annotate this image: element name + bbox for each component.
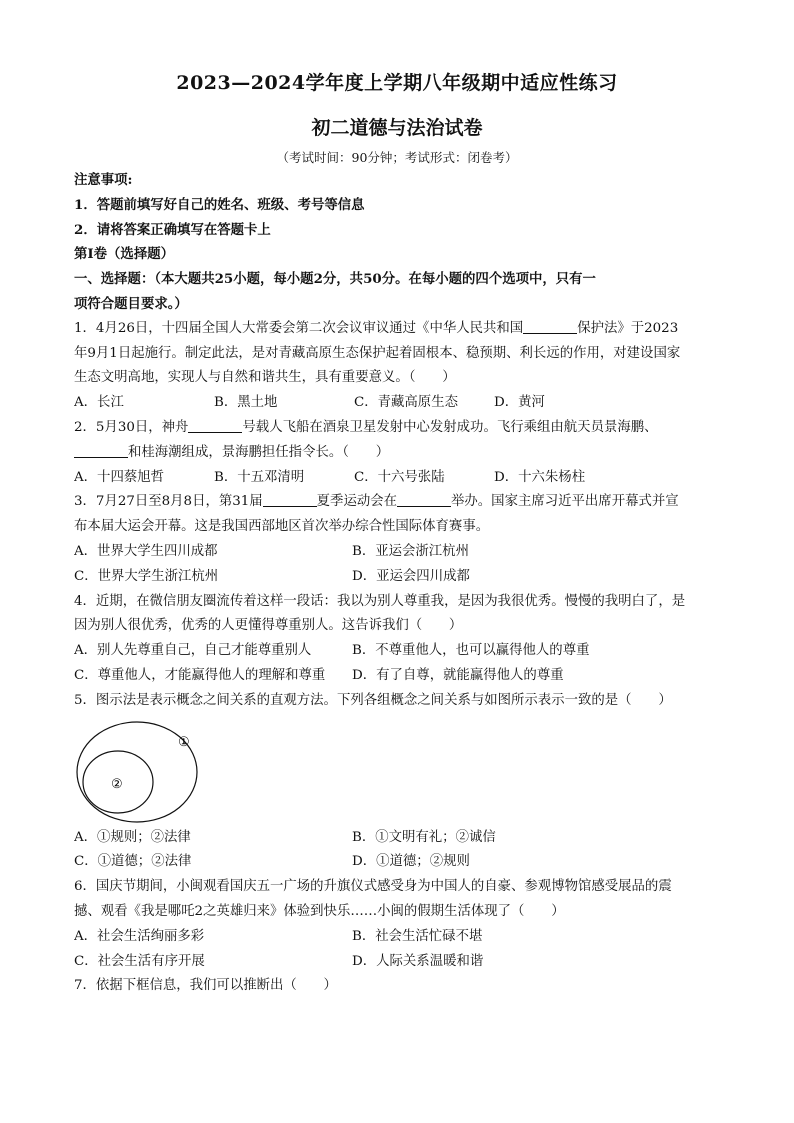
q1-text-a: 1．4月26日，十四届全国人大常委会第二次会议审议通过《中华人民共和国 [74,320,524,336]
q2-text-a: 2．5月30日，神舟 [74,419,189,435]
q1-line-3: 生态文明高地，实现人与自然和谐共生，具有重要意义。（ ） [74,370,456,386]
q6-line-1: 6．国庆节期间，小闽观看国庆五一广场的升旗仪式感受身为中国人的自豪、参观博物馆感受展品的震 [74,879,672,895]
notes-item-2: 2．请将答案正确填写在答题卡上 [74,221,271,238]
section-label: 第Ⅰ卷（选择题） [74,246,174,263]
q5-venn-diagram [74,714,724,826]
q1-line-1 [74,317,724,342]
q3-line-2: 布本届大运会开幕。这是我国西部地区首次举办综合性国际体育赛事。 [74,519,490,535]
q5-option-d: D．①道德；②规则 [352,854,470,870]
q5-option-a: A．①规则；②法律 [74,829,191,845]
q1-options [74,391,724,416]
q2-line-2 [74,441,724,466]
q2-blank-2 [74,443,128,458]
q2-text-c: 和桂海潮组成，景海鹏担任指令长。（ ） [128,444,390,460]
q4-line-1: 4．近期，在微信朋友圈流传着这样一段话：我以为别人尊重我，是因为我很优秀。慢慢的我明白了，是 [74,593,686,609]
notes-heading: 注意事项: [74,172,133,188]
q2-option-c: C．十六号张陆 [354,469,445,485]
q3-options-row-2 [74,565,724,590]
q5-line-1: 5．图示法是表示概念之间关系的直观方法。下列各组概念之间关系与如图所示表示一致的是（ ） [74,692,672,708]
q3-options-row-1 [74,540,724,565]
outer-circle-label: ① [178,734,190,750]
q3-blank-1 [263,492,317,507]
venn-svg [74,718,204,826]
q1-blank [523,319,577,334]
q5-option-b: B．①文明有礼；②诚信 [352,829,496,845]
q4-option-b: B．不尊重他人，也可以赢得他人的尊重 [352,643,590,659]
q3-line-1 [74,490,724,515]
q2-options [74,466,724,491]
q5-options-row-2 [74,850,724,875]
q2-line-1 [74,416,724,441]
q4-line-2: 因为别人很优秀，优秀的人更懂得尊重别人。这告诉我们（ ） [74,618,463,634]
q1-option-a: A．长江 [74,395,124,411]
q6-option-d: D．人际关系温暖和谐 [352,953,484,969]
q3-text-a: 3．7月27日至8月8日，第31届 [74,494,263,510]
inner-circle-label: ② [111,776,123,792]
notes-item-1: 1．答题前填写好自己的姓名、班级、考号等信息 [74,196,365,213]
q3-option-a: A．世界大学生四川成都 [74,543,218,559]
q7-line-1: 7．依据下框信息，我们可以推断出（ ） [74,978,337,994]
q3-option-c: C．世界大学生浙江杭州 [74,568,219,584]
section-instructions-2: 项符合题目要求。） [74,295,188,312]
q6-option-b: B．社会生活忙碌不堪 [352,928,483,944]
q5-options-row-1 [74,826,724,851]
q6-option-a: A．社会生活绚丽多彩 [74,928,205,944]
q1-option-c: C．青藏高原生态 [354,395,458,411]
q4-options-row-2 [74,664,724,689]
q4-options-row-1 [74,639,724,664]
exam-subject-title: 初二道德与法治试卷 [311,117,483,139]
q3-option-d: D．亚运会四川成都 [352,568,470,584]
q2-option-a: A．十四蔡旭哲 [74,469,165,485]
q6-options-row-2 [74,950,724,975]
q3-blank-2 [397,492,451,507]
q6-options-row-1 [74,925,724,950]
exam-body [74,168,724,999]
exam-info: （考试时间：90分钟；考试形式：闭卷考） [276,150,518,165]
q2-option-d: D．十六朱杨柱 [494,469,586,485]
q2-option-b: B．十五邓清明 [214,469,305,485]
q1-text-b: 保护法》于2023 [577,320,679,336]
q3-option-b: B．亚运会浙江杭州 [352,543,469,559]
q5-option-c: C．①道德；②法律 [74,854,192,870]
section-instructions-1: 一、选择题：（本大题共25小题，每小题2分，共50分。在每小题的四个选项中，只有一 [74,271,596,288]
q2-blank-1 [188,418,242,433]
q4-option-a: A．别人先尊重自己，自己才能尊重别人 [74,643,312,659]
q4-option-c: C．尊重他人，才能赢得他人的理解和尊重 [74,667,326,683]
q3-text-b: 夏季运动会在 [316,494,398,510]
q1-option-b: B．黑土地 [214,395,278,411]
q2-text-b: 号载人飞船在酒泉卫星发射中心发射成功。飞行乘组由航天员景海鹏、 [242,419,658,435]
q1-line-2: 年9月1日起施行。制定此法，是对青藏高原生态保护起着固根本、稳预期、利长远的作用，对建设国家 [74,345,681,361]
q3-text-c: 举办。国家主席习近平出席开幕式并宣 [451,494,679,510]
q6-option-c: C．社会生活有序开展 [74,953,205,969]
exam-title: 2023—2024学年度上学期八年级期中适应性练习 [176,72,618,94]
q4-option-d: D．有了自尊，就能赢得他人的尊重 [352,667,564,683]
q6-line-2: 撼、观看《我是哪吒2之英雄归来》体验到快乐……小闽的假期生活体现了（ ） [74,903,565,919]
q1-option-d: D．黄河 [494,395,545,411]
